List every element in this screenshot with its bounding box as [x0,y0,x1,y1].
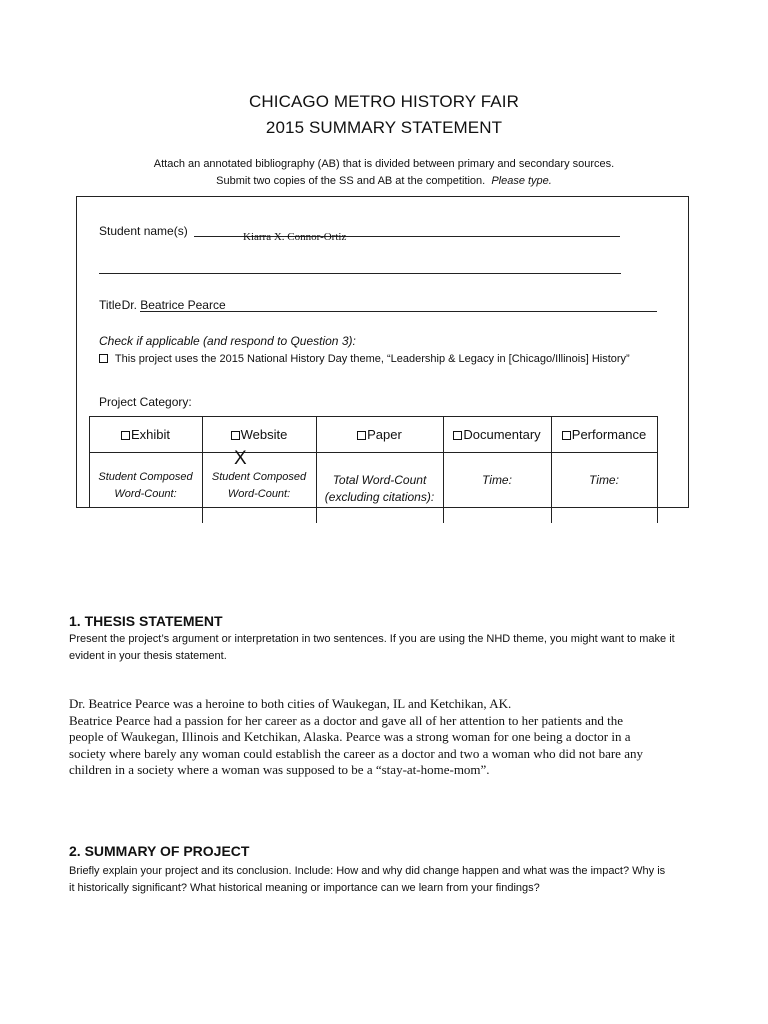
theme-checkbox-row[interactable] [99,353,630,365]
student-names-value[interactable]: Kiarra X. Connor-Ortiz [243,231,347,243]
exhibit-word-count-cell[interactable] [89,469,202,503]
theme-checkbox[interactable] [99,354,108,363]
instruction-italic: Please type. [491,175,552,187]
category-table-top [89,416,658,417]
paper-checkbox[interactable] [357,431,366,440]
form-box [76,196,689,508]
paper-word-count-cell[interactable] [316,472,443,506]
performance-time-cell[interactable] [551,472,657,489]
cell-line-2: Word-Count: [114,488,177,500]
website-checkbox[interactable] [231,431,240,440]
title-label: Title [99,298,122,312]
cell-line-1: Time: [589,473,619,487]
answer-line-4: society where barely any woman could establish the career as a doctor and two a woman who did not bare any [69,745,643,761]
documentary-checkbox[interactable] [453,431,462,440]
documentary-time-cell[interactable] [443,472,551,489]
answer-line-5: children in a society where a woman was supposed to be a “stay-at-home-mom”. [69,762,490,777]
thesis-answer[interactable] [69,696,709,779]
project-category-label: Project Category: [99,395,192,409]
thesis-description [69,631,699,665]
desc-line-2: evident in your thesis statement. [69,650,227,662]
cell-line-2: (excluding citations): [324,490,435,504]
student-names-second-line[interactable] [99,273,621,274]
category-documentary[interactable] [443,427,551,442]
category-label: Website [240,427,288,442]
cell-line-1: Student Composed [98,471,193,483]
answer-line-3: people of Waukegan, Illinois and Ketchikan, Alaska. Pearce was a strong woman for one being a doctor in a [69,729,631,744]
cell-line-1: Student Composed [211,471,307,483]
instruction-line-1: Attach an annotated bibliography (AB) that is divided between primary and secondary sources. [153,158,615,170]
exhibit-checkbox[interactable] [121,431,130,440]
category-exhibit[interactable] [89,427,202,442]
category-col-line-5 [657,416,658,523]
category-label: Performance [571,427,647,442]
cell-line-2: Word-Count: [227,488,291,500]
category-label: Paper [367,427,402,442]
category-table-mid [89,452,658,453]
cell-line-1: Time: [482,473,512,487]
student-names-label: Student name(s) [99,224,188,238]
theme-checkbox-text: This project uses the 2015 National History Day theme, “Leadership & Legacy in [Chicago/Illinois] History” [114,353,630,365]
answer-line-2: Beatrice Pearce had a passion for her career as a doctor and gave all of her attention to her patients and the [69,712,624,728]
form-title: CHICAGO METRO HISTORY FAIR [249,92,519,111]
website-word-count-cell[interactable] [202,469,316,503]
website-selected-mark: X [234,448,247,469]
category-label: Exhibit [130,427,171,442]
check-applicable-label: Check if applicable (and respond to Question 3): [99,334,356,348]
instruction-line-2 [0,175,768,187]
category-website[interactable] [202,427,316,442]
category-paper[interactable] [316,427,443,442]
title-field[interactable] [99,298,226,312]
summary-heading: 2. SUMMARY OF PROJECT [69,843,250,859]
desc-line-1: Briefly explain your project and its conclusion. Include: How and why did change happen and what was the impact? Why is [69,865,666,877]
desc-line-1: Present the project’s argument or interpretation in two sentences. If you are using the NHD theme, you might want to make it [69,633,675,645]
instruction-plain: Submit two copies of the SS and AB at the competition. [216,175,486,187]
cell-line-1: Total Word-Count [332,473,427,487]
category-performance[interactable] [551,427,657,442]
summary-description [69,863,699,897]
answer-line-1: Dr. Beatrice Pearce was a heroine to both cities of Waukegan, IL and Ketchikan, AK. [69,696,512,711]
form-subtitle: 2015 SUMMARY STATEMENT [265,118,503,137]
performance-checkbox[interactable] [562,431,571,440]
category-label: Documentary [463,427,541,442]
title-underline [140,311,657,312]
desc-line-2: it historically significant? What historical meaning or importance can we learn from your findings? [69,882,540,894]
thesis-heading: 1. THESIS STATEMENT [69,613,223,629]
title-value: Dr. Beatrice Pearce [121,298,226,312]
